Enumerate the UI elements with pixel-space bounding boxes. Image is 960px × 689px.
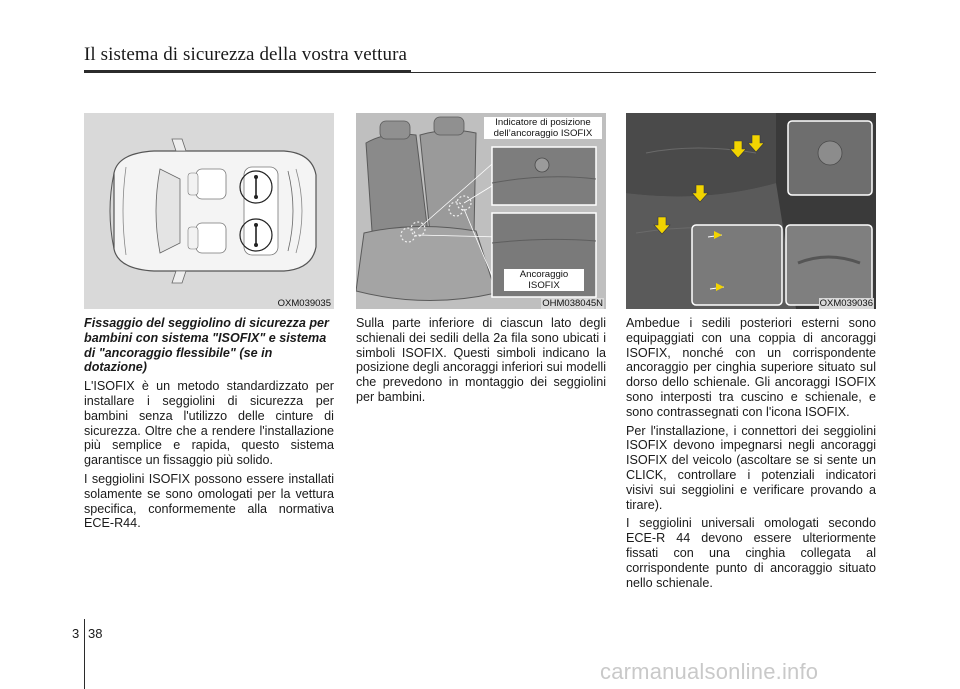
callout-isofix-anchor: Ancoraggio ISOFIX [504, 269, 584, 291]
section-number: 3 [72, 626, 80, 641]
car-top-view-illustration [84, 113, 334, 309]
figure-seat-isofix-indicator [356, 113, 606, 309]
figure-code: OHM038045N [542, 298, 603, 309]
text-column-3 [626, 316, 876, 594]
paragraph: L'ISOFIX è un metodo standardizzato per installare i seggiolini di sicurezza per bambini senza l'utilizzo delle cinture di sicurezza. Oltre che a rendere l'installazione più semplice e rapida, questo sistema garantisce un fissaggio più solido. [84, 379, 334, 468]
paragraph: I seggiolini ISOFIX possono essere installati solamente se sono omologati per la vettura specifica, conformemente alla normativa ECE-R44. [84, 471, 334, 531]
paragraph: Sulla parte inferiore di ciascun lato degli schienali dei sedili della 2a fila sono ubicati i simboli ISOFIX. Questi simboli indicano la posizione degli ancoraggi inferiori sui modelli che prevedono in montaggio dei seggiolini per bambini. [356, 316, 606, 404]
figure-seat-isofix-anchors [626, 113, 876, 309]
page-number: 38 [88, 626, 103, 641]
figure-code: OXM039036 [819, 298, 873, 309]
figure-code: OXM039035 [277, 298, 331, 309]
header-rule-thin [84, 72, 876, 73]
text-column-1 [84, 316, 334, 535]
section-heading: Fissaggio del seggiolino di sicurezza per bambini con sistema "ISOFIX" e sistema di "ancoraggio flessibile" (se in dotazione) [84, 316, 329, 375]
callout-isofix-indicator: Indicatore di posizione dell’ancoraggio ISOFIX [484, 117, 602, 139]
seat-anchors-illustration [626, 113, 876, 309]
watermark: carmanualsonline.info [600, 659, 819, 684]
footer-divider [84, 619, 85, 689]
paragraph: I seggiolini universali omologati secondo ECE-R 44 devono essere ulteriormente fissati con una cinghia collegata al corrispondente punto di ancoraggio situato nello schienale. [626, 516, 876, 590]
page-header-title: Il sistema di sicurezza della vostra vettura [84, 44, 408, 65]
text-column-2 [356, 316, 606, 409]
paragraph: Ambedue i sedili posteriori esterni sono equipaggiati con una coppia di ancoraggi ISOFIX, nonché con un corrispondente ancoraggio per cinghia superiore situato sul dorso dello schienale. Gli ancoraggi ISOFIX sono interposti tra cuscino e schienale, e sono contrassegnati con l'icona ISOFIX. [626, 316, 876, 419]
paragraph: Per l'installazione, i connettori dei seggiolini ISOFIX devono impegnarsi negli ancoraggi ISOFIX del veicolo (ascoltare se si sente un CLICK, controllare i potenziali indicatori visivi sui seggiolini e verificare provando a tirare). [626, 423, 876, 512]
figure-car-top-view [84, 113, 334, 309]
